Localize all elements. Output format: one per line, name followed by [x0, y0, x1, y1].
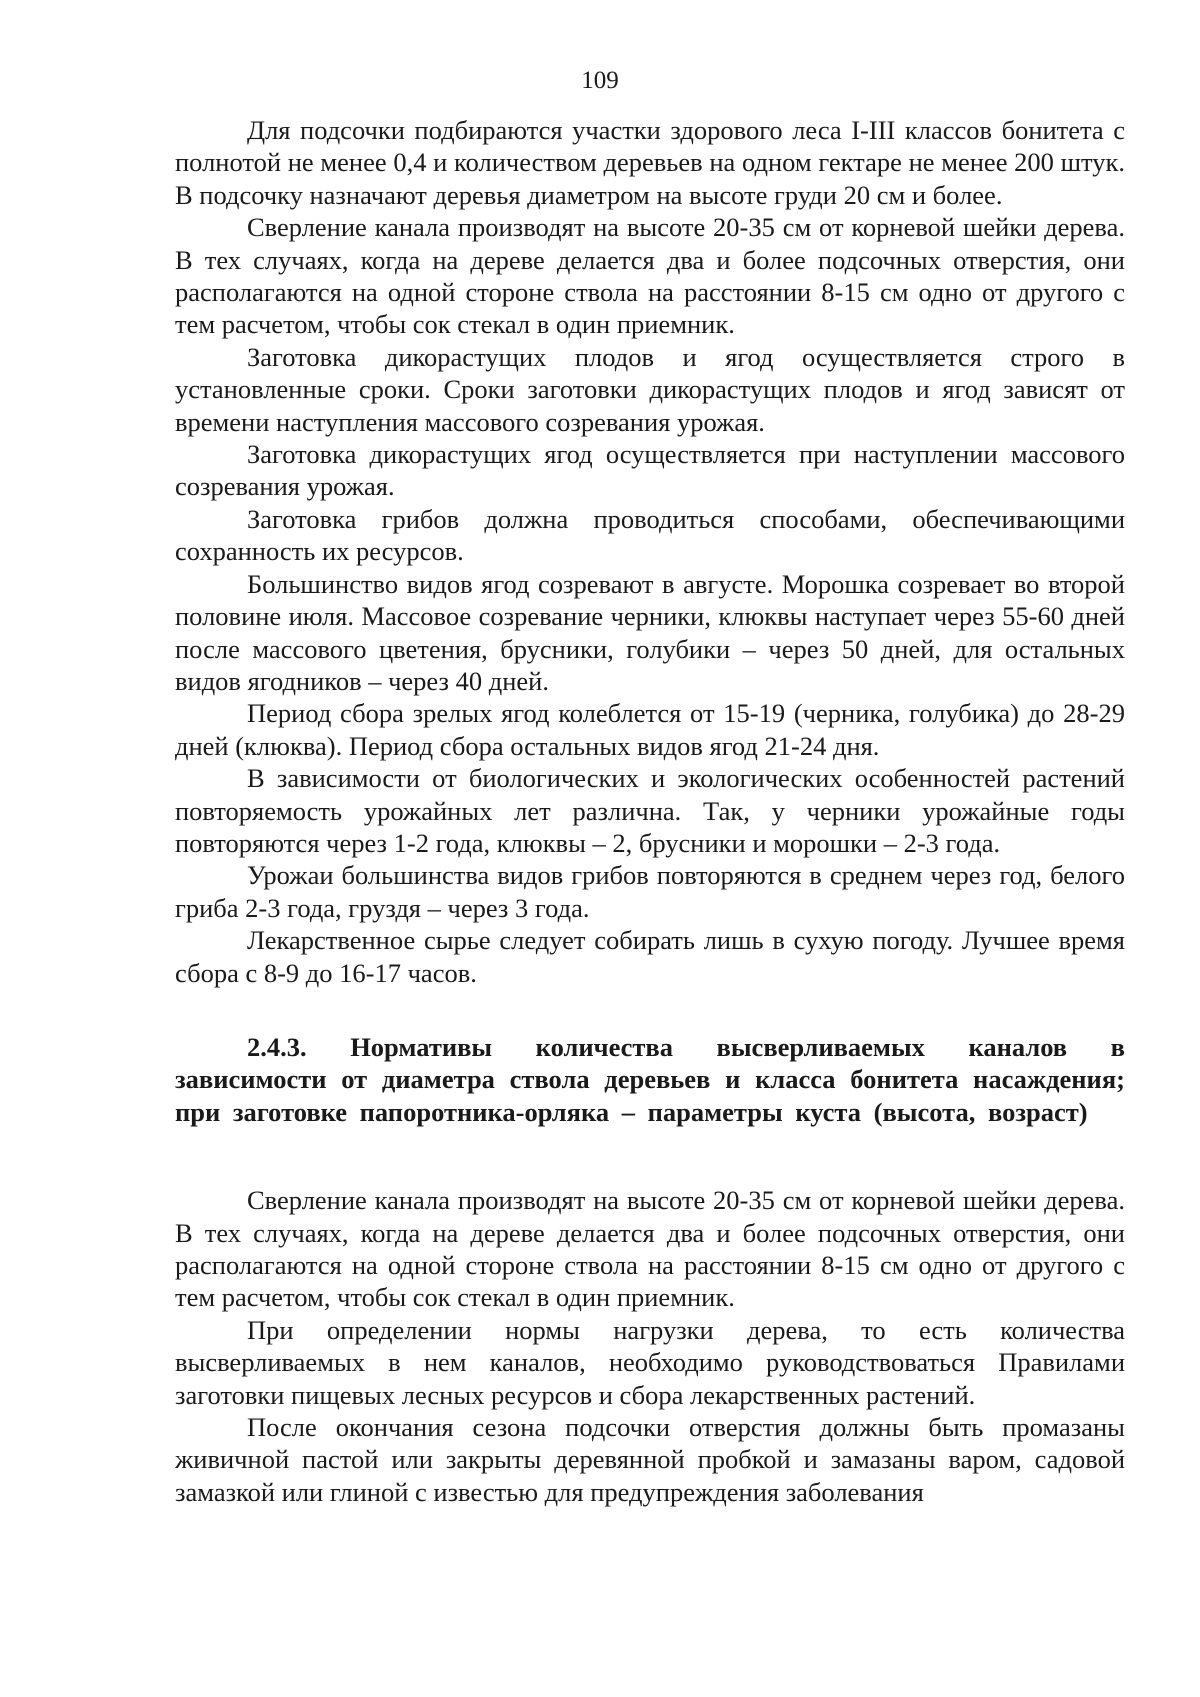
section-heading: 2.4.3. Нормативы количества высверливаемых каналов в зависимости от диаметра ствола деревьев и класса бонитета насаждения; при заготовке папоротника-орляка – параметры куста (высота, возраст) — [175, 1031, 1125, 1127]
paragraph: Для подсочки подбираются участки здорового леса I-III классов бонитета с полнотой не менее 0,4 и количеством деревьев на одном гектаре не менее 200 штук. В подсочку назначают деревья диаметром на высоте груди 20 см и более. — [175, 115, 1125, 210]
paragraph: Сверление канала производят на высоте 20-35 см от корневой шейки дерева. В тех случаях, когда на дереве делается два и более подсочных отверстия, они располагаются на одной стороне ствола на расстоянии 8-15 см одно от другого с тем расчетом, чтобы сок стекал в один приемник. — [175, 1185, 1125, 1313]
paragraph: Заготовка грибов должна проводиться способами, обеспечивающими сохранность их ресурсов. — [175, 503, 1125, 567]
body-text — [175, 114, 1125, 1508]
paragraph: Сверление канала производят на высоте 20-35 см от корневой шейки дерева. В тех случаях, когда на дереве делается два и более подсочных отверстия, они располагаются на одной стороне ствола на расстоянии 8-15 см одно от другого с тем расчетом, чтобы сок стекал в один приемник. — [175, 212, 1125, 340]
paragraph: В зависимости от биологических и экологических особенностей растений повторяемость урожайных лет различна. Так, у черники урожайные годы повторяются через 1-2 года, клюквы – 2, брусники и морошки – 2-3 года. — [175, 763, 1125, 858]
paragraph: Заготовка дикорастущих ягод осуществляется при наступлении массового созревания урожая. — [175, 439, 1125, 502]
paragraph: Большинство видов ягод созревают в августе. Морошка созревает во второй половине июля. Массовое созревание черники, клюквы наступает через 55-60 дней после массового цветения, брусники, голубики – через 50 дней, для остальных видов ягодников – через 40 дней. — [175, 568, 1125, 696]
paragraph: При определении нормы нагрузки дерева, то есть количества высверливаемых в нем каналов, необходимо руководствоваться Правилами заготовки пищевых лесных ресурсов и сбора лекарственных растений. — [175, 1314, 1125, 1410]
page-number: 109 — [581, 67, 619, 94]
paragraph: Урожаи большинства видов грибов повторяются в среднем через год, белого гриба 2-3 года, груздя – через 3 года. — [175, 860, 1125, 923]
paragraph: Период сбора зрелых ягод колеблется от 15-19 (черника, голубика) до 28-29 дней (клюква). Период сбора остальных видов ягод 21-24 дня. — [175, 698, 1125, 761]
paragraph: Заготовка дикорастущих плодов и ягод осуществляется строго в установленные сроки. Сроки заготовки дикорастущих плодов и ягод зависят от времени наступления массового созревания урожая. — [175, 341, 1125, 437]
paragraph: После окончания сезона подсочки отверстия должны быть промазаны живичной пастой или закрыты деревянной пробкой и замазаны варом, садовой замазкой или глиной с известью для предупреждения заболевания — [175, 1412, 1125, 1507]
paragraph: Лекарственное сырье следует собирать лишь в сухую погоду. Лучшее время сбора с 8-9 до 16-17 часов. — [175, 925, 1125, 988]
